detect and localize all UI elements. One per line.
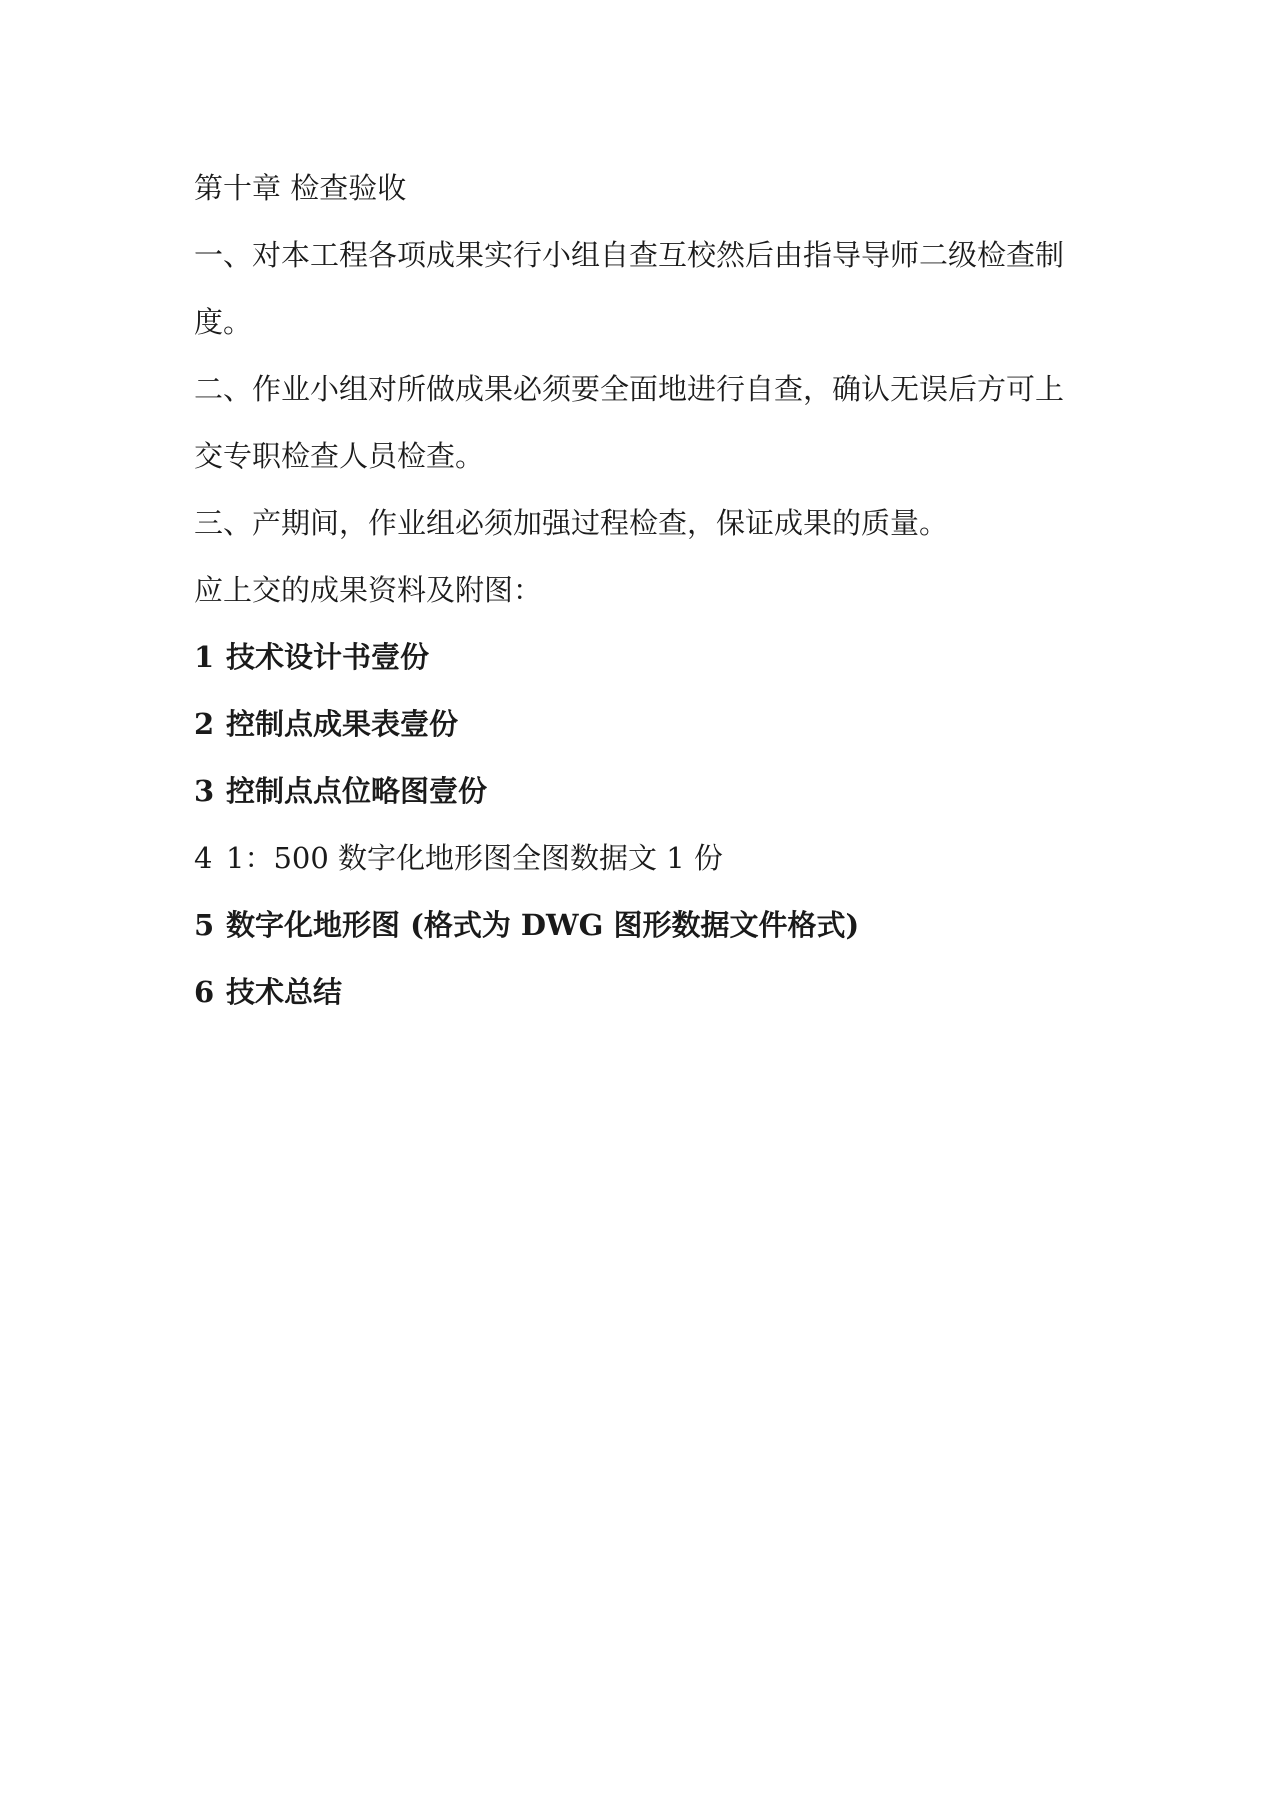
paragraph-2-line-2: 交专职检查人员检查。 bbox=[194, 439, 485, 473]
deliverable-text: 技术总结 bbox=[226, 975, 343, 1009]
deliverable-number: 6 bbox=[194, 975, 215, 1009]
deliverable-number: 2 bbox=[194, 707, 215, 741]
deliverable-number: 1 bbox=[194, 640, 215, 674]
deliverable-text: 数字化地形图 (格式为 DWG 图形数据文件格式) bbox=[226, 908, 860, 942]
paragraph-2-line-1: 二、作业小组对所做成果必须要全面地进行自查，确认无误后方可上 bbox=[194, 372, 1065, 406]
deliverable-text: 控制点成果表壹份 bbox=[226, 707, 459, 741]
paragraph-1-line-1: 一、对本工程各项成果实行小组自查互校然后由指导导师二级检查制 bbox=[194, 238, 1065, 272]
deliverable-text: 1：500 数字化地形图全图数据文 1 份 bbox=[226, 841, 723, 875]
deliverable-text: 技术设计书壹份 bbox=[226, 640, 430, 674]
deliverable-number: 5 bbox=[194, 908, 215, 942]
chapter-title: 第十章 检查验收 bbox=[194, 171, 407, 205]
deliverable-number: 4 bbox=[194, 841, 213, 875]
deliverable-item bbox=[194, 841, 1094, 875]
deliverable-item bbox=[194, 975, 1094, 1009]
deliverable-item bbox=[194, 774, 1094, 808]
paragraph-3-line-1: 三、产期间，作业组必须加强过程检查，保证成果的质量。 bbox=[194, 506, 949, 540]
deliverable-number: 3 bbox=[194, 774, 215, 808]
deliverable-text: 控制点点位略图壹份 bbox=[226, 774, 488, 808]
paragraph-1-line-2: 度。 bbox=[194, 305, 253, 339]
deliverable-item bbox=[194, 707, 1094, 741]
deliverable-item bbox=[194, 908, 1094, 942]
deliverable-item bbox=[194, 640, 1094, 674]
deliverables-heading: 应上交的成果资料及附图： bbox=[194, 573, 543, 607]
